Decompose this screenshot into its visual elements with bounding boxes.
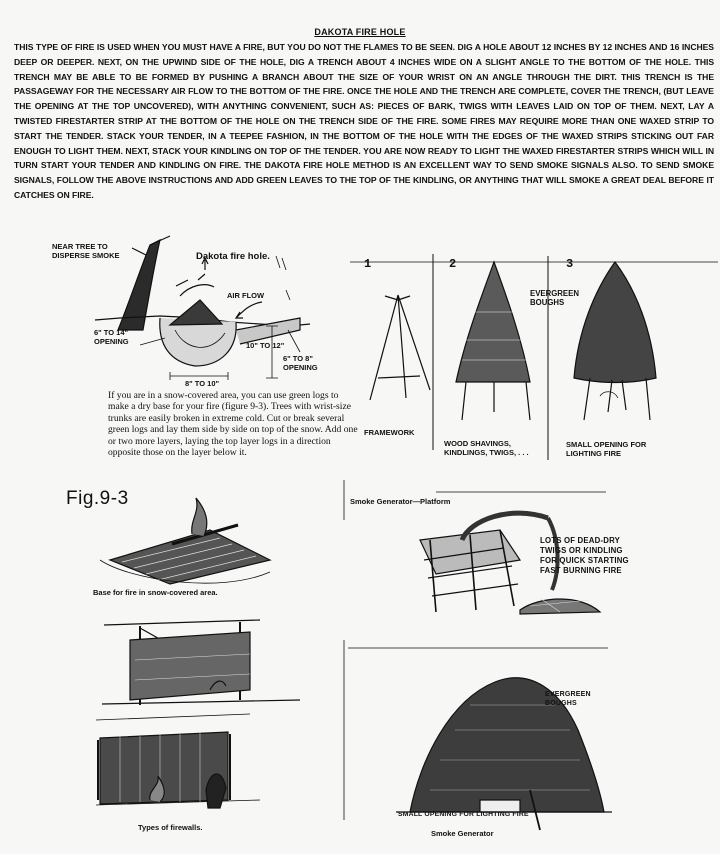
firewall-lean-to-illustration [102,620,300,705]
snow-base-illustration [100,498,270,584]
intro-paragraph: THIS TYPE OF FIRE IS USED WHEN YOU MUST HAVE A FIRE, BUT YOU DO NOT THE FLAMES TO BE SEEN. DIG A HOLE ABOUT 12 INCHES BY 12 INCHES AND 16 INCHES DEEP OR DEEPER. NEXT, ON THE UPWIND SIDE OF THE HOLE, DIG A TRENCH ABOUT 4 INCHES WIDE ON A SLIGHT ANGLE TO THE BOTTOM OF THE HOLE. THIS TRENCH MAY BE ABLE TO BE FORMED BY PUSHING A BRANCH ABOUT THE SIZE OF YOUR WRIST ON AN ANGLE THROUGH THE DIRT. THIS TRENCH IS THE PASSAGEWAY FOR THE NECESSARY AIR FLOW TO THE BOTTOM OF THE FIRE. ONCE THE HOLE AND THE TRENCH ARE COMPLETE, COVER THE TRENCH, (BUT LEAVE THE OPENING AT THE TOP UNCOVERED), WITH ANYTHING CONVENIENT, SUCH AS: PIECES OF BARK, TWIGS WITH LEAVES LAID ON TOP OF THEM. NEXT, LAY A TWISTED FIRESTARTER STRIP AT THE BOTTOM OF THE HOLE ON THE TRENCH SIDE OF THE FIRE. SOME FIRES MAY REQUIRE MORE THAN ONE WAXED STRIP TO START THE TENDER. STACK YOUR TENDER, IN A TEEPEE FASHION, IN THE BOTTOM OF THE HOLE WITH THE EDGES OF THE WAXED STRIPS STICKING OUT FAR ENOUGH TO LIGHT THEM. NEXT, STACK YOUR KINDLING ON TOP OF THE TENDER. YOU ARE NOW READY TO LIGHT THE WAXED FIRESTARTER STRIPS WHICH WILL IN TURN START YOUR TENDER AND KINDLING ON FIRE. THE DAKOTA FIRE HOLE METHOD IS AN EXCELLENT WAY TO SEND SMOKE SIGNALS ALSO. TO SEND SMOKE SIGNALS, FOLLOW THE ABOVE INSTRUCTIONS AND ADD GREEN LEAVES TO THE TOP OF THE KINDLING, OR ANYTHING THAT WILL SMOKE A GREAT DEAL BEFORE IT CATCHES ON FIRE. [14,42,714,200]
evergreen-boughs-label: EVERGREEN BOUGHS [530,289,579,307]
depth-label: 10" TO 12" [246,341,285,350]
step-3-number: 3 [566,257,574,271]
generator-evergreen-label: EVERGREEN BOUGHS [545,691,591,707]
dakota-fire-hole-label: Dakota fire hole. [196,251,270,262]
wood-shavings-label: WOOD SHAVINGS, KINDLINGS, TWIGS, . . . [444,439,529,457]
opening-left-label: 6" TO 14" OPENING [94,328,129,346]
generator-small-opening-label: SMALL OPENING FOR LIGHTING FIRE [398,811,529,818]
near-tree-label: NEAR TREE TO DISPERSE SMOKE [52,242,120,260]
firewalls-caption: Types of firewalls. [138,823,203,832]
snow-base-caption: Base for fire in snow-covered area. [93,588,218,597]
smoke-platform-title: Smoke Generator—Platform [350,497,451,506]
opening-right-label: 6" TO 8" OPENING [283,354,318,372]
figure-label: Fig.9-3 [66,488,129,509]
small-opening-label: SMALL OPENING FOR LIGHTING FIRE [566,440,647,458]
firewall-reflector-illustration [96,714,260,808]
snow-paragraph: If you are in a snow-covered area, you can use green logs to make a dry base for your fire (figure 9-3). Trees with wrist-size trunks are easily broken in extreme cold. Cut or break several green logs and lay them side by side on top of the snow. Add one or two more layers, laying the top layer logs in a direction opposite those on the layer below it. [108,390,358,459]
page-title: DAKOTA FIRE HOLE [314,27,406,37]
step-1-number: 1 [364,257,372,271]
step-2-number: 2 [449,257,457,271]
air-flow-label: AIR FLOW [227,291,265,300]
dead-dry-label: LOTS OF DEAD-DRY TWIGS OR KINDLING FOR QUICK STARTING FAST BURNING FIRE [540,536,629,575]
smoke-generator-caption: Smoke Generator [431,829,494,838]
width-label: 8" TO 10" [185,379,220,388]
framework-label: FRAMEWORK [364,428,415,437]
